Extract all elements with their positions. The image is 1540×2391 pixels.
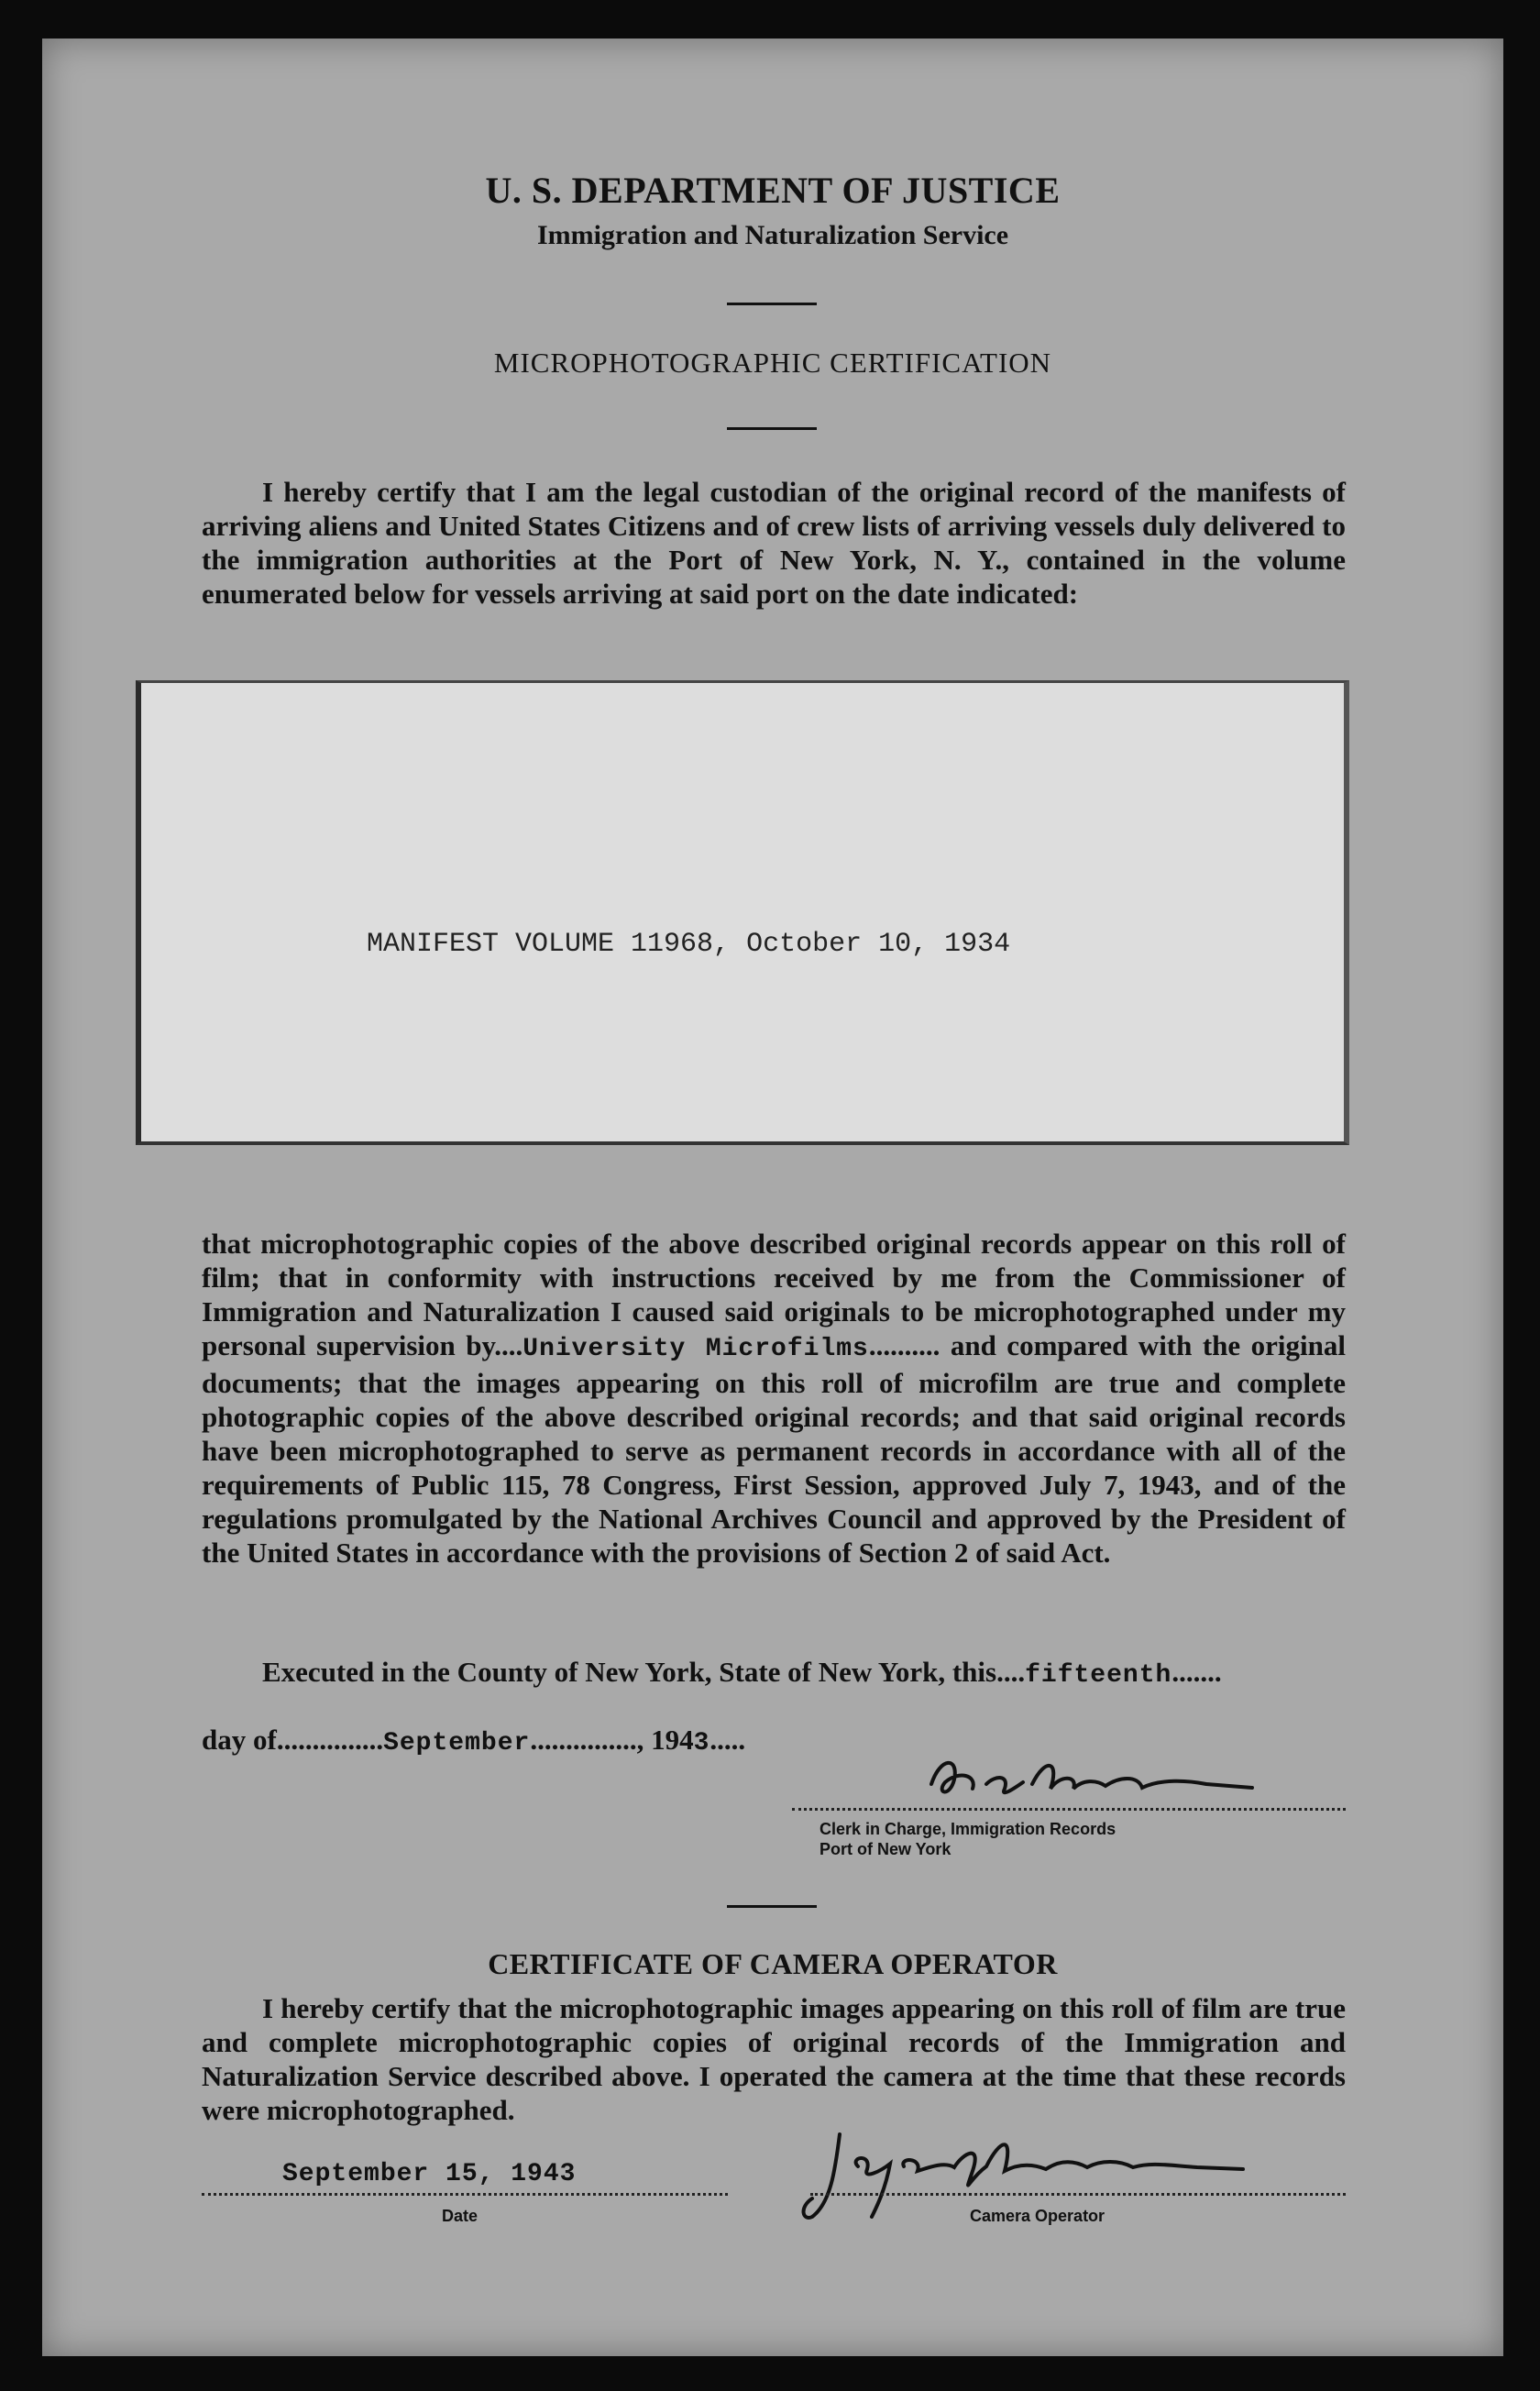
clerk-title — [820, 1819, 1116, 1859]
body-text-part2: and compared with the original documents; that the images appearing on this roll of microfilm are true and complete photographic copies of the above described original records; and that said original records have been microphotographed to serve as permanent records in accordance with all of the requirements of Public 115, 78 Congress, First Session, approved July 7, 1943, and of the regulations promulgated by the National Archives Council and approved by the President of the United States in accordance with the provisions of Section 2 of said Act. — [202, 1329, 1346, 1569]
year-digit: 3 — [693, 1729, 710, 1757]
operator-date-value: September 15, 1943 — [282, 2160, 577, 2188]
camera-operator-heading: CERTIFICATE OF CAMERA OPERATOR — [488, 1947, 1058, 1980]
certificate-sheet — [42, 39, 1503, 2356]
service-subtitle: Immigration and Naturalization Service — [536, 220, 1009, 250]
executed-prefix: Executed in the County of New York, State of New York, this — [262, 1656, 997, 1688]
clerk-signature-line — [792, 1808, 1346, 1811]
certification-heading: MICROPHOTOGRAPHIC CERTIFICATION — [493, 347, 1052, 379]
camera-operator-line — [810, 2193, 1346, 2196]
date-line — [202, 2193, 728, 2196]
body-text-part1: that microphotographic copies of the above described original records appear on this roll of film; that in conformity with instructions received by me from the Commissioner of Immigration and Naturalization I caused said originals to be microphotographed under my personal supervision by — [202, 1228, 1346, 1361]
manifest-volume-label: MANIFEST VOLUME 11968, October 10, 1934 — [367, 929, 1011, 960]
certification-body: that microphotographic copies of the above described original records appear on this roll of film; that in conformity with instructions received by me from the Commissioner of Immigration and Naturalization I caused said originals to be microphotographed under my personal supervision by....University Microfilms.......... and compared with the original documents; that the images appearing on this roll of microfilm are true and complete photographic copies of the above described original records; and that said original records have been microphotographed to serve as permanent records in accordance with all of the requirements of Public 115, 78 Congress, First Session, approved July 7, 1943, and of the regulations promulgated by the National Archives Council and approved by the President of the United States in accordance with the provisions of Section 2 of said Act. — [202, 1228, 1346, 1569]
intro-paragraph: I hereby certify that I am the legal custodian of the original record of the manifests of arriving aliens and United States Citizens and of crew lists of arriving vessels duly delivered to the immigration authorities at the Port of New York, N. Y., contained in the volume enumerated below for vessels arriving at said port on the date indicated: — [202, 476, 1346, 610]
divider-rule — [727, 427, 817, 430]
date-label: Date — [442, 2207, 478, 2225]
day-of-label: day of — [202, 1724, 277, 1756]
clerk-title-line2: Port of New York — [820, 1840, 952, 1858]
clerk-signature — [922, 1747, 1307, 1812]
department-title: U. S. DEPARTMENT OF JUSTICE — [485, 170, 1061, 211]
executed-day: fifteenth — [1025, 1661, 1172, 1690]
photographer-name: University Microfilms — [522, 1335, 869, 1363]
camera-operator-paragraph: I hereby certify that the microphotographic images appearing on this roll of film are true and complete microphotographic copies of original records of the Immigration and Naturalization Service described above. I operated the camera at the time that these records were microphotographed. — [202, 1992, 1346, 2126]
executed-line: Executed in the County of New York, State of New York, this....fifteenth....... — [262, 1656, 1222, 1690]
manifest-label-box — [136, 680, 1349, 1145]
camera-operator-label: Camera Operator — [970, 2207, 1106, 2225]
divider-rule — [727, 303, 817, 305]
year-prefix: , 194 — [636, 1724, 694, 1756]
executed-month: September — [383, 1729, 531, 1757]
date-of-line: day of...............September..............., 1943..... — [202, 1724, 746, 1757]
divider-rule — [727, 1905, 817, 1908]
clerk-title-line1: Clerk in Charge, Immigration Records — [820, 1820, 1116, 1838]
